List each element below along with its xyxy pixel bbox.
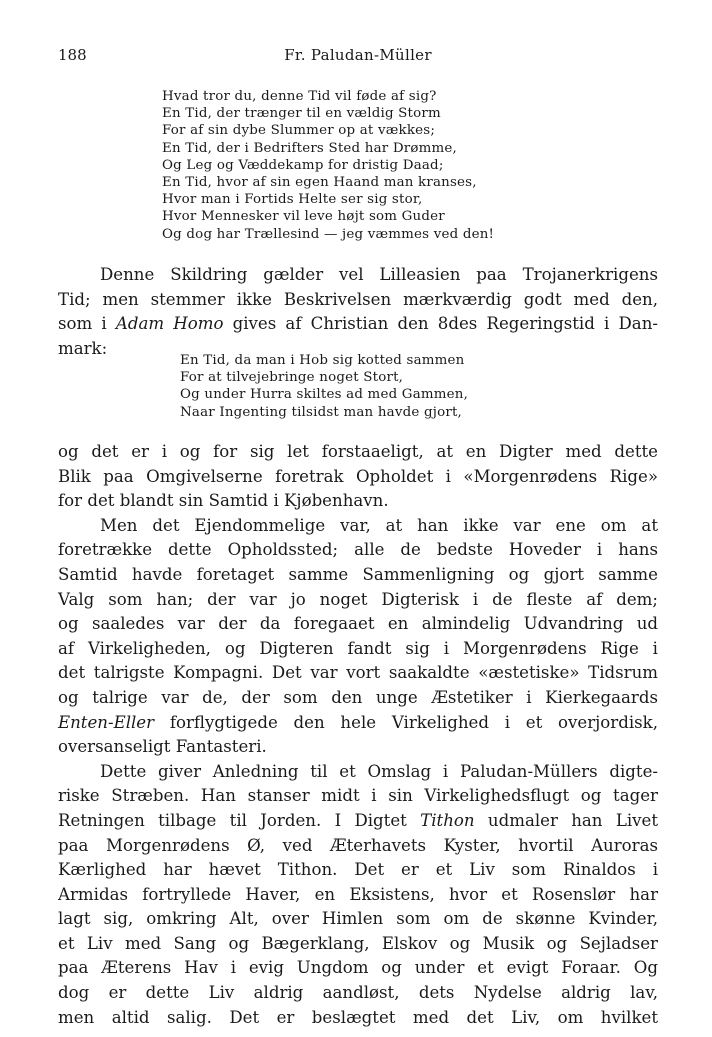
text-segment: gives af Christian den 8des Regeringstid i Dan- [223,314,658,334]
text-line: det talrigste Kompagni. Det var vort saakaldte «æstetiske» Tidsrum [58,663,658,683]
page-number: 188 [58,46,87,64]
verse-line: Naar Ingenting tilsidst man havde gjort, [180,404,462,420]
page-header [58,46,658,66]
text-line: lagt sig, omkring Alt, over Himlen som om de skønne Kvinder, [58,909,658,929]
text-line: oversanseligt Fantasteri. [58,737,267,757]
text-line: Samtid havde foretaget samme Sammenligning og gjort samme [58,564,658,584]
verse-line: Og Leg og Væddekamp for dristig Daad; [162,157,444,173]
text-segment: forflygtigede den hele Virkelighed i et overjordisk, [154,712,658,732]
text-line: og talrige var de, der som den unge Æstetiker i Kierkegaards [58,687,658,707]
verse-line: Hvad tror du, denne Tid vil føde af sig? [162,89,437,104]
text-line: Valg som han; der var jo noget Digterisk i de fleste af dem; [58,589,658,609]
text-line: mark: [58,338,108,358]
verse-line: For af sin dybe Slummer op at vækkes; [162,123,436,139]
text-line: og saaledes var der da foregaaet en almindelig Udvandring ud [58,614,658,634]
text-segment: som i [58,314,116,334]
text-segment: Retningen tilbage til Jorden. I Digtet [58,810,421,830]
running-head: Fr. Paludan-Müller [284,46,432,64]
verse-line: En Tid, der i Bedrifters Sted har Drømme, [162,140,458,156]
verse-line: Hvor man i Fortids Helte ser sig stor, [162,192,423,208]
text-line: dog er dette Liv aldrig aandløst, dets Nydelse aldrig lav, [58,983,658,1003]
verse-quote-2 [180,352,468,421]
text-line: af Virkeligheden, og Digteren fandt sig i Morgenrødens Rige i [58,638,658,658]
text-line: paa Morgenrødens Ø, ved Æterhavets Kyster, hvortil Auroras [58,835,658,855]
text-line: et Liv med Sang og Bægerklang, Elskov og Musik og Sejladser [58,933,658,953]
verse-line: En Tid, da man i Hob sig kotted sammen [180,353,465,368]
text-line: for det blandt sin Samtid i Kjøbenhavn. [58,491,389,511]
text-line: Kærlighed har hævet Tithon. Det er et Liv som Rinaldos i [58,860,658,880]
text-line: Tid; men stemmer ikke Beskrivelsen mærkværdig godt med den, [58,289,658,309]
text-line: men altid salig. Det er beslægtet med det Liv, om hvilket [58,1007,658,1027]
text-line: Dette giver Anledning til et Omslag i Paludan-Müllers digte- [100,761,658,781]
text-line: riske Stræben. Han stanser midt i sin Virkelighedsflugt og tager [58,786,658,806]
verse-line: Og under Hurra skiltes ad med Gammen, [180,387,469,403]
verse-line: For at tilvejebringe noget Stort, [180,370,404,386]
text-line: og det er i og for sig let forstaaeligt, at en Digter med dette [58,442,658,461]
text-line: foretrække dette Opholdssted; alle de bedste Hoveder i hans [58,540,658,560]
text-line: Blik paa Omgivelserne foretrak Opholdet i «Morgenrødens Rige» [58,466,658,486]
verse-line: En Tid, der trænger til en vældig Storm [162,106,441,122]
text-line: Men det Ejendommelige var, at han ikke var ene om at [100,515,658,535]
italic-title-enten-eller: Enten-Eller [58,712,155,732]
italic-title-tithon: Tithon [420,810,475,830]
paragraph-1 [58,263,658,361]
verse-line: En Tid, hvor af sin egen Haand man kranses, [162,175,477,191]
text-line: paa Æterens Hav i evig Ungdom og under et evigt Foraar. Og [58,958,658,978]
verse-quote-1 [162,88,494,243]
verse-line: Hvor Mennesker vil leve højt som Guder [162,209,445,225]
text-line [58,711,658,736]
verse-line: Og dog har Trællesind — jeg væmmes ved den! [162,226,495,242]
text-line [58,809,658,834]
italic-title-adam-homo: Adam Homo [115,314,224,334]
body-text [58,440,658,1030]
text-line: Armidas fortryllede Haver, en Eksistens, hvor et Rosenslør har [58,884,658,904]
text-line [58,312,658,337]
text-segment: udmaler han Livet [474,810,659,830]
text-line: Denne Skildring gælder vel Lilleasien paa Trojanerkrigens [100,265,658,284]
